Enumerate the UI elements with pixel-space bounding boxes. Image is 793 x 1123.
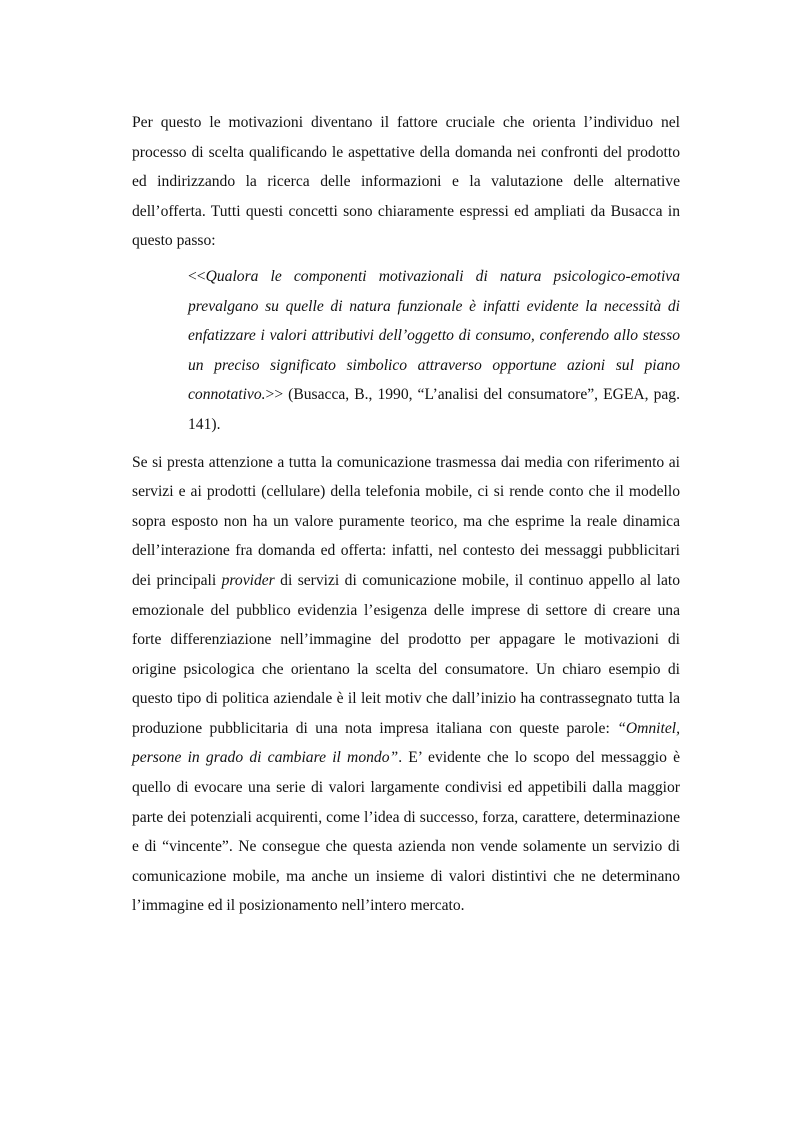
paragraph-main-part3: . E’ evidente che lo scopo del messaggio è quello di evocare una serie di valori largamente condivisi ed appetibili dalla maggior parte dei potenziali acquirenti, come l’idea di successo, forza, carattere, determinazione e di “vincente”. Ne consegue che questa azienda non vende solamente un servizio di comunicazione mobile, ma anche un insieme di valori distintivi che ne determinano l’immagine ed il posizionamento nell’intero mercato. xyxy=(132,749,680,915)
paragraph-intro: Per questo le motivazioni diventano il fattore cruciale che orienta l’individuo nel processo di scelta qualificando le aspettative della domanda nei confronti del prodotto ed indirizzando la ricerca delle informazioni e la valutazione delle alternative dell’offerta. Tutti questi concetti sono chiaramente espressi ed ampliati da Busacca in questo passo: xyxy=(132,114,680,250)
quote-citation: (Busacca, B., 1990, “L’analisi del consumatore”, EGEA, pag. 141). xyxy=(188,386,680,433)
quote-close-marks: >> xyxy=(265,386,284,404)
quote-open-marks: << xyxy=(188,267,206,285)
quote-text: Qualora le componenti motivazionali di natura psicologico-emotiva prevalgano su quelle di natura funzionale è infatti evidente la necessità di enfatizzare i valori attributivi dell’oggetto di consumo, conferendo allo stesso un preciso significato simbolico attraverso opportune azioni sul piano connotativo. xyxy=(188,267,680,404)
paragraph-main-part1: Se si presta attenzione a tutta la comunicazione trasmessa dai media con riferimento ai servizi e ai prodotti (cellulare) della telefonia mobile, ci si rende conto che il modello sopra esposto non ha un valore puramente teorico, ma che esprime la reale dinamica dell’interazione fra domanda ed offerta: infatti, nel contesto dei messaggi pubblicitari dei principali xyxy=(132,453,680,589)
paragraph-main xyxy=(132,448,680,922)
document-page xyxy=(132,108,680,921)
omnitel-slogan: “Omnitel, persone in grado di cambiare il mondo” xyxy=(132,719,680,767)
paragraph-main-part2: di servizi di comunicazione mobile, il continuo appello al lato emozionale del pubblico evidenzia l’esigenza delle imprese di settore di creare una forte differenziazione nell’immagine del prodotto per appagare le motivazioni di origine psicologica che orientano la scelta del consumatore. Un chiaro esempio di questo tipo di politica aziendale è il leit motiv che dall’inizio ha contrassegnato tutta la produzione pubblicitaria di una nota impresa italiana con queste parole: xyxy=(132,571,680,737)
block-quote xyxy=(188,262,680,440)
provider-term: provider xyxy=(221,571,275,589)
